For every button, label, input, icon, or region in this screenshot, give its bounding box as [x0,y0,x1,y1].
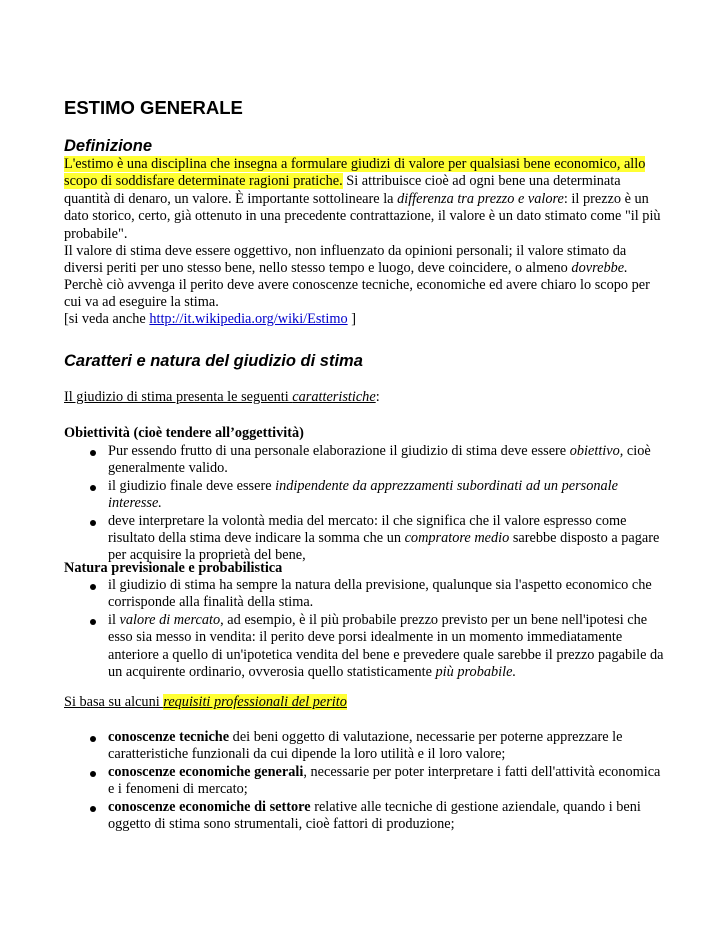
section-heading-definizione: Definizione [64,137,153,155]
document-title: ESTIMO GENERALE [64,97,243,118]
list-item: conoscenze economiche di settore relative alle tecniche di gestione aziendale, quando i beni oggetto di stima sono strumentali, cioè fattori di produzione; [64,799,664,834]
requirements-intro: Si basa su alcuni requisiti professionali del perito [64,694,347,710]
see-also-line: [si veda anche http://it.wikipedia.org/wiki/Estimo ] [64,311,356,327]
list-item: il valore di mercato, ad esempio, è il più probabile prezzo previsto per un bene nell'ipotesi che esso sia messo in vendita: il perito deve porsi idealmente in un momento immediatamente anteriore a quello di un'ipotetica vendita del bene e prevedere quale sarebbe il prezzo pagabile da un acquirente ordinario, ovverosia quello statisticamente più probabile. [64,612,664,682]
forecast-list [64,577,664,681]
list-item: deve interpretare la volontà media del mercato: il che significa che il valore espresso come risultato della stima deve indicare la somma che un compratore medio sarebbe disposto a pagare per acquisire la proprietà del bene, [64,513,664,565]
objectivity-list [64,443,664,565]
highlighted-definition: L'estimo è una disciplina che insegna a formulare giudizi di valore per qualsiasi bene economico, allo scopo di soddisfare determinate ragioni pratiche. [64,156,646,190]
knowledge-paragraph: Perchè ciò avvenga il perito deve avere conoscenze tecniche, economiche ed avere chiaro lo scopo per cui va ad eseguire la stima. [64,277,650,311]
list-item: conoscenze tecniche dei beni oggetto di valutazione, necessarie per poterne apprezzare le caratteristiche funzionali da cui dipende la loro utilità e il loro valore; [64,729,664,764]
list-item: il giudizio di stima ha sempre la natura della previsione, qualunque sia l'aspetto economico che corrisponde alla finalità della stima. [64,577,664,612]
list-item: il giudizio finale deve essere indipendente da apprezzamenti subordinati ad un personale interesse. [64,478,664,513]
objectivity-title: Obiettività (cioè tendere all’oggettività) [64,425,304,441]
characteristics-intro: Il giudizio di stima presenta le seguenti caratteristiche: [64,389,380,405]
definition-paragraph: L'estimo è una disciplina che insegna a formulare giudizi di valore per qualsiasi bene economico, allo scopo di soddisfare determinate ragioni pratiche. Si attribuisce cioè ad ogni bene una determinata quantità di denaro, un valore. È importante sottolineare la differenza tra prezzo e valore: il prezzo è un dato storico, certo, già ottenuto in una precedente contrattazione, il valore è un dato stimato come "il più probabile". [64,156,661,242]
wikipedia-link[interactable]: http://it.wikipedia.org/wiki/Estimo [149,311,348,327]
forecast-title: Natura previsionale e probabilistica [64,560,283,576]
objectivity-paragraph: Il valore di stima deve essere oggettivo, non influenzato da opinioni personali; il valore stimato da diversi periti per uno stesso bene, nello stesso tempo e luogo, deve coincidere, o almeno dovrebbe. [64,243,628,277]
section-heading-caratteri: Caratteri e natura del giudizio di stima [64,352,363,370]
list-item: conoscenze economiche generali, necessarie per poter interpretare i fatti dell'attività economica e i fenomeni di mercato; [64,764,664,799]
highlighted-requirements: requisiti professionali del perito [163,694,347,710]
requirements-list [64,729,664,833]
list-item: Pur essendo frutto di una personale elaborazione il giudizio di stima deve essere obiettivo, cioè generalmente valido. [64,443,664,478]
